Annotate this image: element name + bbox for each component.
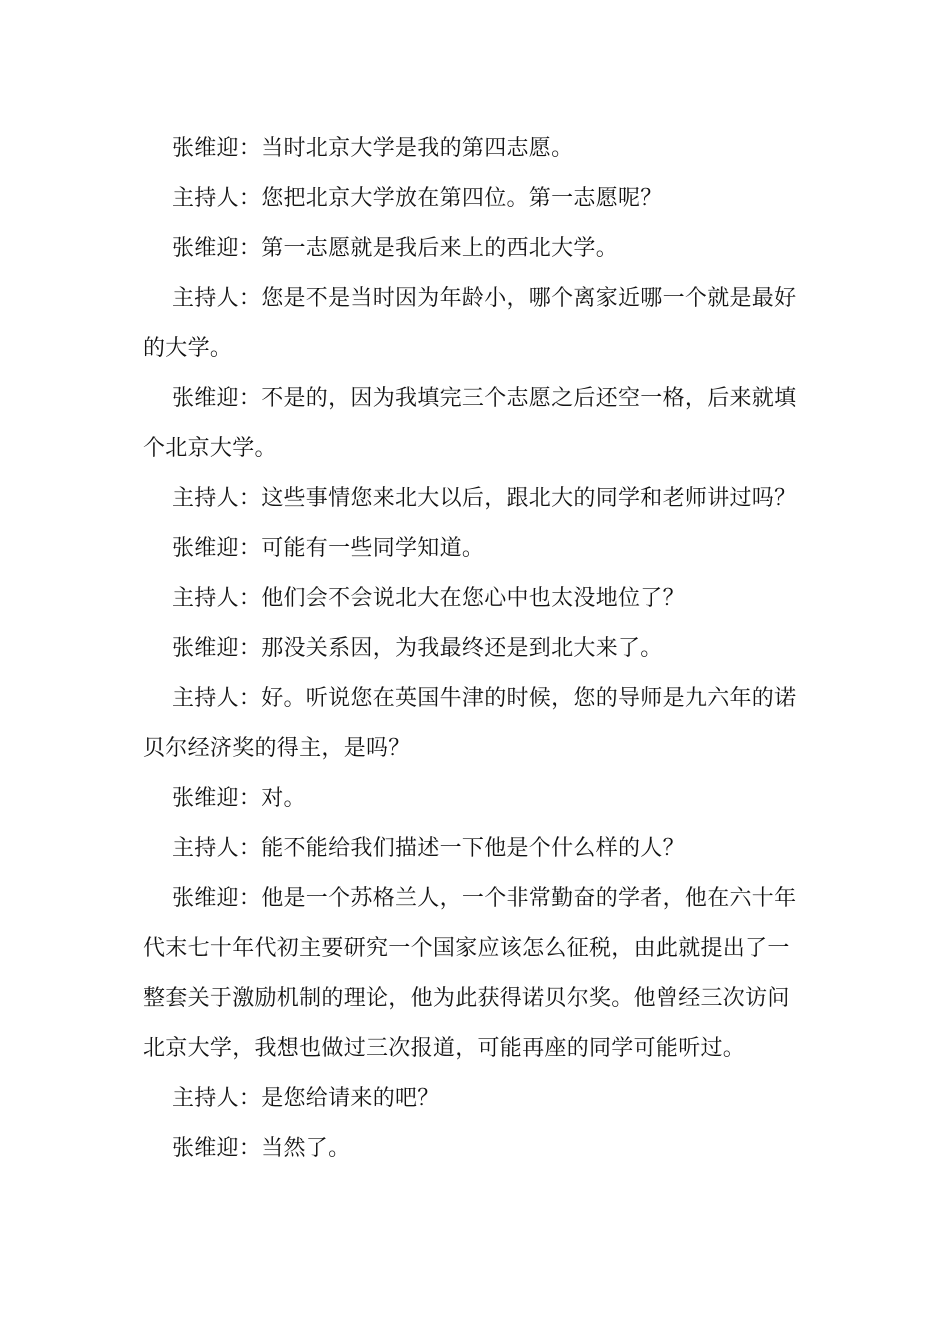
interview-transcript [143, 124, 803, 1174]
dialogue-line: 主持人：能不能给我们描述一下他是个什么样的人？ [172, 836, 685, 861]
dialogue-line: 主持人：是您给请来的吧？ [172, 1086, 440, 1111]
dialogue-line: 张维迎：当然了。 [172, 1136, 351, 1161]
dialogue-line: 张维迎：不是的，因为我填完三个志愿之后还空一格，后来就填个北京大学。 [143, 386, 797, 461]
dialogue-line: 张维迎：当时北京大学是我的第四志愿。 [172, 136, 574, 161]
dialogue-line: 主持人：您是不是当时因为年龄小，哪个离家近哪一个就是最好的大学。 [143, 286, 797, 361]
dialogue-line: 张维迎：他是一个苏格兰人，一个非常勤奋的学者，他在六十年代末七十年代初主要研究一个国家应该怎么征税，由此就提出了一整套关于激励机制的理论，他为此获得诺贝尔奖。他曾经三次访问北京大学，我想也做过三次报道，可能再座的同学可能听过。 [143, 886, 797, 1061]
dialogue-line: 张维迎：第一志愿就是我后来上的西北大学。 [172, 236, 619, 261]
dialogue-line: 张维迎：对。 [172, 786, 306, 811]
dialogue-line: 主持人：他们会不会说北大在您心中也太没地位了？ [172, 586, 685, 611]
dialogue-line: 张维迎：那没关系因，为我最终还是到北大来了。 [172, 636, 663, 661]
dialogue-line: 主持人：您把北京大学放在第四位。第一志愿呢？ [172, 186, 663, 211]
dialogue-line: 主持人：这些事情您来北大以后，跟北大的同学和老师讲过吗？ [172, 486, 797, 511]
dialogue-line: 张维迎：可能有一些同学知道。 [172, 536, 485, 561]
dialogue-line: 主持人：好。听说您在英国牛津的时候，您的导师是九六年的诺贝尔经济奖的得主，是吗？ [143, 686, 797, 761]
